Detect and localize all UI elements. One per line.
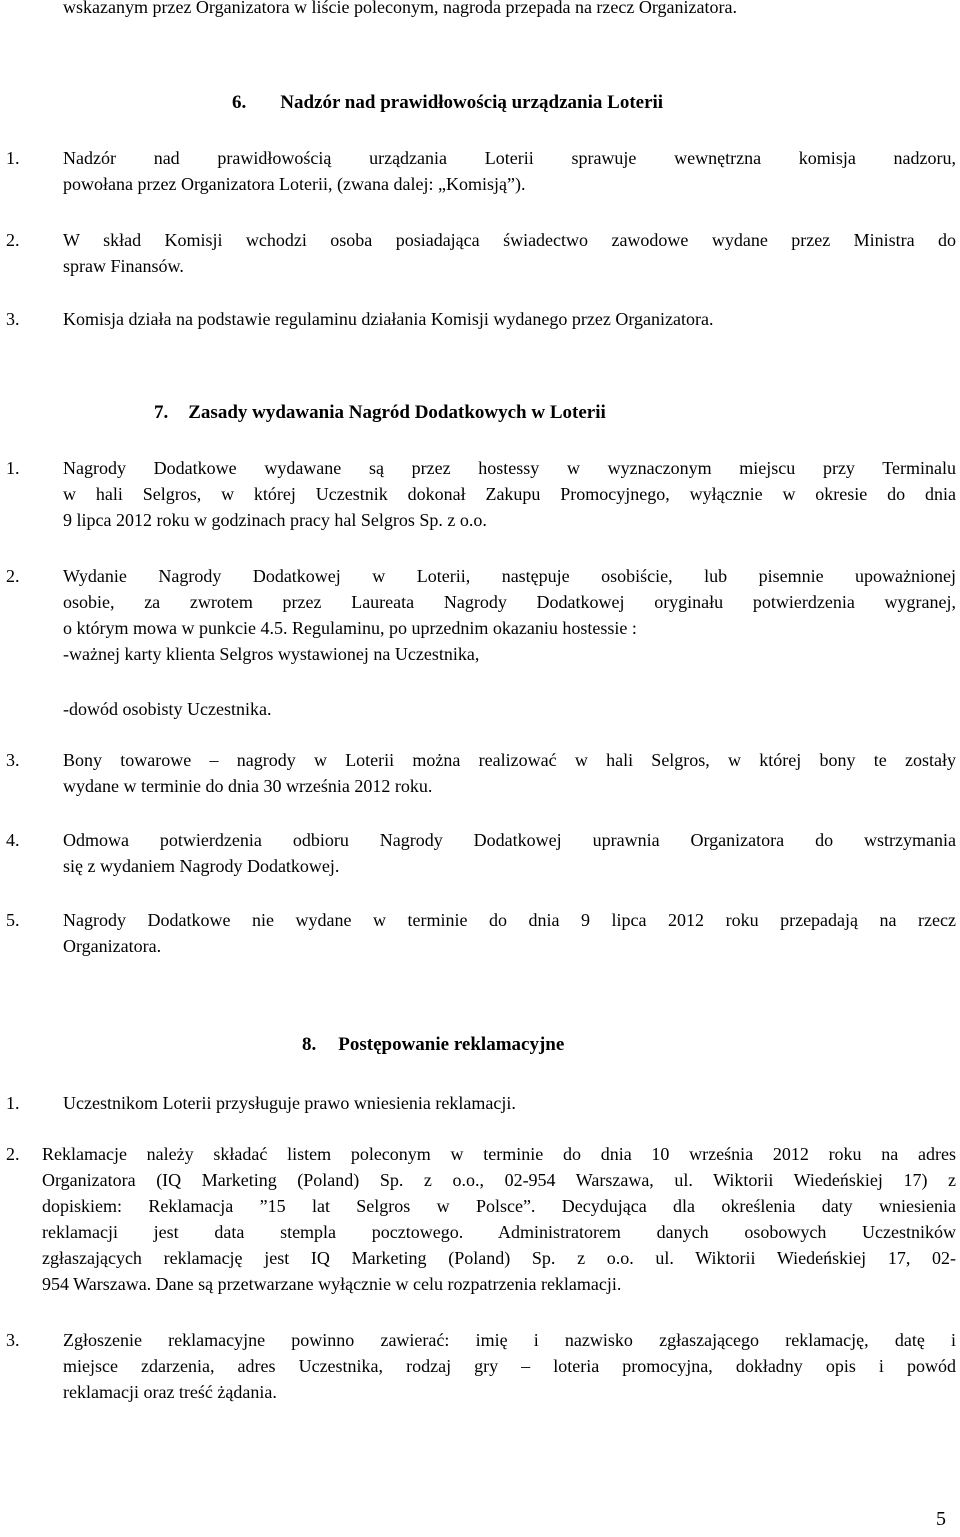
section-title: Nadzór nad prawidłowością urządzania Loterii	[280, 92, 664, 113]
section-7-item-2	[6, 563, 956, 667]
continuation-line: wskazanym przez Organizatora w liście poleconym, nagroda przepada na rzecz Organizatora.	[63, 0, 738, 17]
section-title: Postępowanie reklamacyjne	[338, 1034, 565, 1055]
section-6-heading	[232, 90, 663, 116]
item-line: osobie, za zwrotem przez Laureata Nagrody Dodatkowej oryginału potwierdzenia wygranej,	[63, 592, 956, 612]
item-line: miejsce zdarzenia, adres Uczestnika, rodzaj gry – loteria promocyjna, dokładny opis i powód	[63, 1356, 956, 1376]
item-line: dopiskiem: Reklamacja ”15 lat Selgros w Polsce”. Decydująca dla określenia daty wniesienia	[42, 1196, 956, 1216]
item-number: 5.	[6, 910, 20, 930]
item-line: wydane w terminie do dnia 30 września 2012 roku.	[63, 776, 433, 796]
section-6-item-2	[6, 227, 956, 279]
item-line: 9 lipca 2012 roku w godzinach pracy hal Selgros Sp. z o.o.	[63, 510, 487, 530]
item-number: 3.	[6, 1330, 20, 1350]
section-7-heading	[154, 400, 606, 426]
item-line: Komisja działa na podstawie regulaminu działania Komisji wydanego przez Organizatora.	[63, 309, 714, 329]
section-8-item-2	[6, 1141, 956, 1297]
item-extra-line: -dowód osobisty Uczestnika.	[63, 699, 272, 719]
item-number: 1.	[6, 1093, 20, 1113]
item-line: Wydanie Nagrody Dodatkowej w Loterii, następuje osobiście, lub pisemnie upoważnionej	[63, 566, 956, 586]
item-line: Organizatora (IQ Marketing (Poland) Sp. z o.o., 02-954 Warszawa, ul. Wiktorii Wiedeńskiej 17) z	[42, 1170, 956, 1190]
item-number: 2.	[6, 230, 20, 250]
page-number: 5	[936, 1508, 946, 1530]
item-line: reklamacji jest data stempla pocztowego. Administratorem danych osobowych Uczestników	[42, 1222, 956, 1242]
item-line: W skład Komisji wchodzi osoba posiadająca świadectwo zawodowe wydane przez Ministra do	[63, 230, 956, 250]
item-number: 3.	[6, 750, 20, 770]
section-7-item-5	[6, 907, 956, 959]
item-line: reklamacji oraz treść żądania.	[63, 1382, 277, 1402]
section-6-item-3	[6, 306, 956, 332]
section-7-item-4	[6, 827, 956, 879]
item-line: -ważnej karty klienta Selgros wystawionej na Uczestnika,	[63, 644, 480, 664]
item-number: 2.	[6, 1144, 20, 1164]
item-line: Nagrody Dodatkowe nie wydane w terminie do dnia 9 lipca 2012 roku przepadają na rzecz	[63, 910, 956, 930]
item-line: zgłaszających reklamację jest IQ Marketing (Poland) Sp. z o.o. ul. Wiktorii Wiedeńskiej 17, 02-	[42, 1248, 956, 1268]
item-line: powołana przez Organizatora Loterii, (zwana dalej: „Komisją”).	[63, 174, 526, 194]
section-number: 7.	[154, 402, 169, 423]
item-number: 2.	[6, 566, 20, 586]
section-6-item-1	[6, 145, 956, 197]
item-line: Reklamacje należy składać listem poleconym w terminie do dnia 10 września 2012 roku na adres	[42, 1144, 956, 1164]
section-number: 8.	[302, 1034, 317, 1055]
section-8-item-3	[6, 1327, 956, 1405]
item-line: Organizatora.	[63, 936, 162, 956]
item-line: Bony towarowe – nagrody w Loterii można realizować w hali Selgros, w której bony te zostały	[63, 750, 956, 770]
item-line: Zgłoszenie reklamacyjne powinno zawierać: imię i nazwisko zgłaszającego reklamację, datę i	[63, 1330, 956, 1350]
item-number: 1.	[6, 148, 20, 168]
item-line: Odmowa potwierdzenia odbioru Nagrody Dodatkowej uprawnia Organizatora do wstrzymania	[63, 830, 956, 850]
item-number: 3.	[6, 309, 20, 329]
item-line: 954 Warszawa. Dane są przetwarzane wyłącznie w celu rozpatrzenia reklamacji.	[42, 1274, 622, 1294]
item-number: 4.	[6, 830, 20, 850]
section-7-item-3	[6, 747, 956, 799]
item-line: o którym mowa w punkcie 4.5. Regulaminu, po uprzednim okazaniu hostessie :	[63, 618, 637, 638]
item-line: w hali Selgros, w której Uczestnik dokonał Zakupu Promocyjnego, wyłącznie w okresie do dnia	[63, 484, 956, 504]
item-line: Uczestnikom Loterii przysługuje prawo wniesienia reklamacji.	[63, 1093, 516, 1113]
section-8-item-1	[6, 1090, 956, 1116]
item-line: Nadzór nad prawidłowością urządzania Loterii sprawuje wewnętrzna komisja nadzoru,	[63, 148, 956, 168]
section-7-item-1	[6, 455, 956, 533]
item-line: się z wydaniem Nagrody Dodatkowej.	[63, 856, 340, 876]
section-number: 6.	[232, 92, 247, 113]
item-number: 1.	[6, 458, 20, 478]
section-8-heading	[302, 1032, 564, 1058]
item-line: Nagrody Dodatkowe wydawane są przez hostessy w wyznaczonym miejscu przy Terminalu	[63, 458, 956, 478]
section-title: Zasady wydawania Nagród Dodatkowych w Loterii	[188, 402, 606, 423]
item-line: spraw Finansów.	[63, 256, 184, 276]
